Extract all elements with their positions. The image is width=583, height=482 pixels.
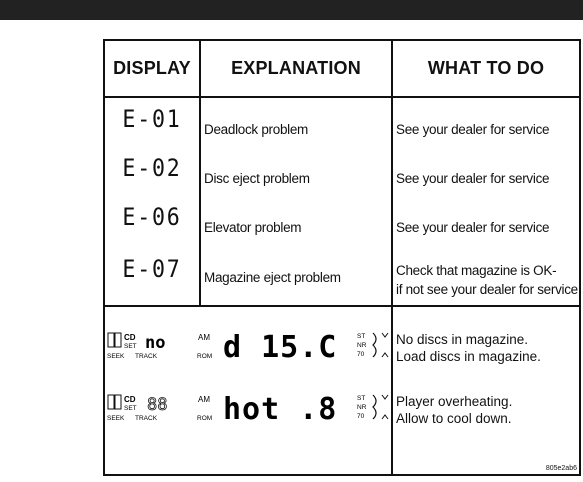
lcd-indicator: SEEK (107, 415, 125, 422)
lcd-display-overheat (105, 383, 391, 439)
lcd-indicator: CD (124, 395, 136, 404)
arrow-icon (382, 395, 388, 419)
lcd-indicator: SET (124, 405, 137, 412)
lcd-track-readout: 88 (147, 395, 168, 415)
lcd-indicator: TRACK (135, 353, 158, 360)
header-display: DISPLAY (113, 58, 191, 78)
explanation-text: Elevator problem (204, 220, 302, 235)
action-line-1: Check that magazine is OK- (396, 263, 557, 278)
lcd-indicator: ROM (197, 353, 213, 360)
message-line-1: Player overheating. (396, 394, 513, 409)
volume-icon (373, 333, 376, 357)
lcd-indicator: ROM (197, 415, 213, 422)
column-divider (391, 41, 393, 474)
table-header (105, 41, 579, 98)
lcd-main-readout: hot .8 (223, 392, 338, 427)
header-what-to-do: WHAT TO DO (427, 58, 545, 78)
error-code: E-07 (122, 255, 182, 283)
action-text: See your dealer for service (396, 220, 550, 235)
error-code: E-02 (122, 154, 182, 182)
lcd-indicator: CD (124, 333, 136, 342)
lcd-panel (105, 383, 391, 439)
lcd-indicator: SET (124, 343, 137, 350)
message-line-2: Allow to cool down. (396, 411, 512, 426)
action-text: See your dealer for service (396, 171, 550, 186)
lcd-track-readout: no (145, 333, 166, 353)
action-text: See your dealer for service (396, 122, 550, 137)
action-line-2: if not see your dealer for service (396, 282, 578, 297)
error-code: E-06 (122, 203, 182, 231)
header-explanation: EXPLANATION (231, 58, 361, 78)
lcd-panel (105, 321, 391, 377)
lcd-message (396, 331, 541, 365)
message-line-2: Load discs in magazine. (396, 349, 541, 364)
lcd-indicator: SEEK (107, 353, 125, 360)
lcd-indicator: ST (357, 333, 366, 340)
message-line-1: No discs in magazine. (396, 332, 529, 347)
lcd-message (396, 393, 512, 427)
action-text (396, 261, 578, 299)
explanation-text: Deadlock problem (204, 122, 309, 137)
lcd-indicator: TRACK (135, 415, 158, 422)
lcd-indicator: NR (357, 342, 367, 349)
error-code: E-01 (122, 105, 182, 133)
lcd-main-readout: d 15.C (223, 330, 338, 365)
lcd-indicator: 70 (357, 413, 365, 420)
explanation-text: Magazine eject problem (204, 270, 341, 285)
lcd-indicator: NR (357, 404, 367, 411)
lcd-indicator: 70 (357, 351, 365, 358)
troubleshooting-table (103, 39, 581, 476)
column-divider (199, 41, 201, 305)
lcd-display-no-disc (105, 321, 391, 377)
top-bar (0, 0, 583, 20)
lcd-indicator: AM (198, 333, 210, 342)
part-number: 805e2ab6 (545, 465, 577, 472)
lcd-indicator: ST (357, 395, 366, 402)
arrow-icon (382, 333, 388, 357)
lcd-indicator: AM (198, 395, 210, 404)
explanation-text: Disc eject problem (204, 171, 310, 186)
section-divider (105, 305, 579, 307)
volume-icon (373, 395, 376, 419)
